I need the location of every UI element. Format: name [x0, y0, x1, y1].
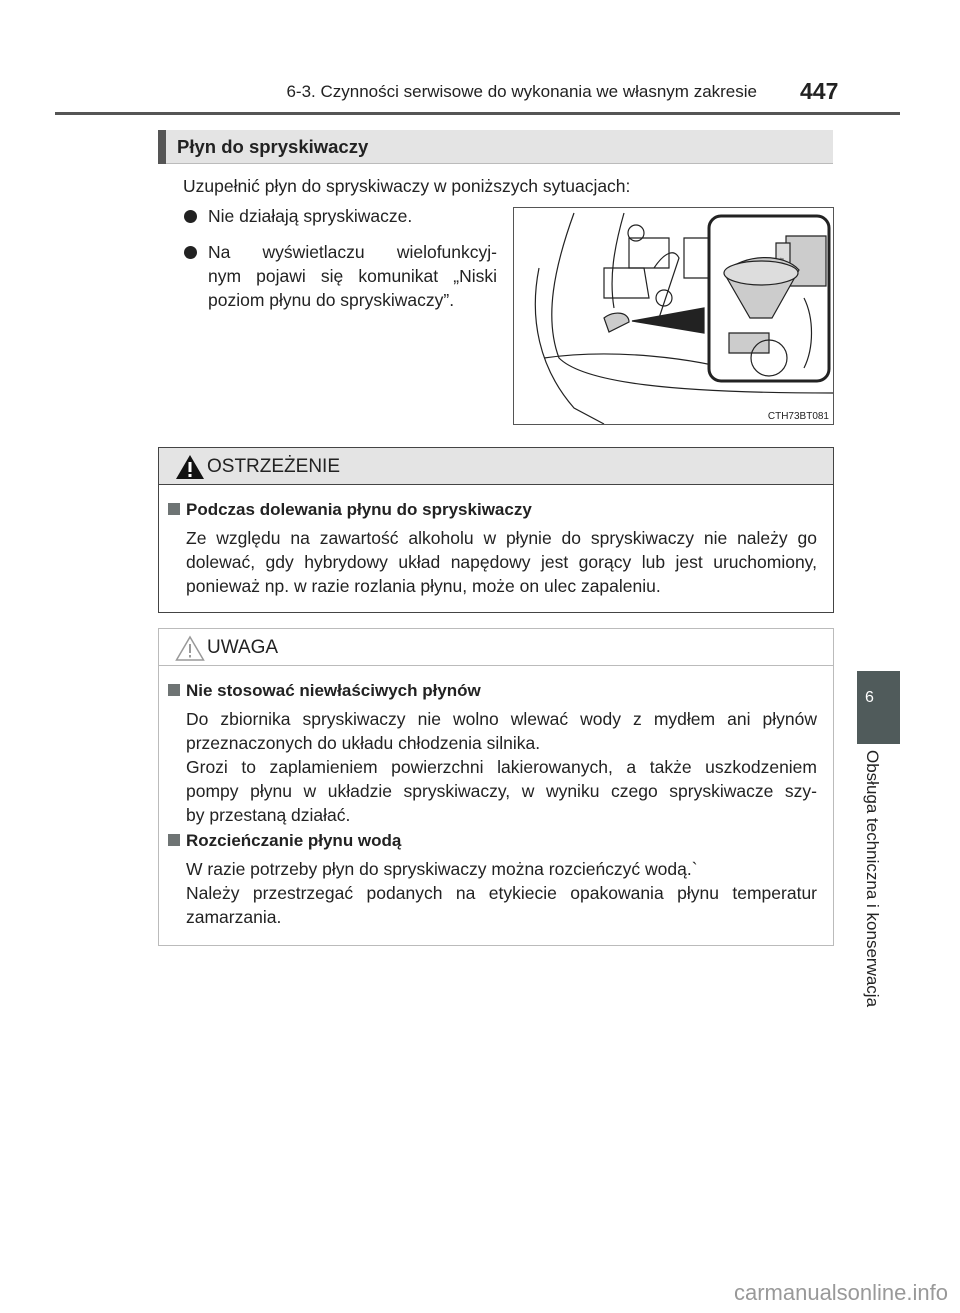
- warning-label: OSTRZEŻENIE: [207, 456, 341, 477]
- chapter-tab[interactable]: [857, 671, 900, 744]
- bullet-text: Na wyświetlaczu wielofunkcyj-: [208, 242, 497, 262]
- warning-line: Ze względu na zawartość alkoholu w płynie do spryskiwaczy nie należy go: [186, 528, 817, 548]
- square-bullet-icon: [168, 503, 180, 515]
- section-title: Płyn do spryskiwaczy: [177, 136, 369, 157]
- bullet-text: nym pojawi się komunikat „Niski: [208, 266, 497, 286]
- bullet-icon: [184, 246, 197, 259]
- chapter-title: 6-3. Czynności serwisowe do wykonania we własnym zakresie: [286, 82, 757, 101]
- notice-line: zamarzania.: [186, 907, 282, 927]
- warning-heading: [168, 500, 532, 520]
- square-bullet-icon: [168, 834, 180, 846]
- notice-label: UWAGA: [207, 637, 279, 658]
- notice-heading-text: Nie stosować niewłaściwych płynów: [186, 681, 481, 700]
- bullet-text: poziom płynu do spryskiwaczy”.: [208, 290, 455, 310]
- section-marker: [158, 130, 166, 164]
- chapter-label: Obsługa techniczna i konserwacja: [863, 750, 882, 1008]
- watermark: carmanualsonline.info: [733, 1280, 948, 1305]
- notice-line: przeznaczonych do układu chłodzenia silnika.: [186, 733, 541, 753]
- notice-line: Należy przestrzegać podanych na etykiecie opakowania płynu temperatur: [186, 883, 817, 903]
- washer-fluid-illustration: [513, 207, 834, 425]
- section-heading: [158, 130, 833, 164]
- notice-line: Do zbiornika spryskiwaczy nie wolno wlewać wody z mydłem ani płynów: [186, 709, 817, 729]
- notice-heading: [168, 681, 481, 701]
- warning-box: [158, 447, 834, 613]
- warning-header: [159, 448, 833, 485]
- square-bullet-icon: [168, 684, 180, 696]
- notice-line: by przestaną działać.: [186, 805, 351, 825]
- caution-icon: [175, 635, 205, 661]
- warning-icon: [175, 454, 205, 480]
- figure-code: CTH73BT081: [767, 411, 829, 422]
- intro-text: Uzupełnić płyn do spryskiwaczy w poniższych sytuacjach:: [183, 176, 631, 196]
- notice-line: W razie potrzeby płyn do spryskiwaczy można rozcieńczyć wodą.`: [186, 859, 698, 879]
- warning-line: ponieważ np. w razie rozlania płynu, może on ulec zapaleniu.: [186, 576, 661, 596]
- notice-line: Grozi to zaplamieniem powierzchni lakierowanych, a także uszkodzeniem: [186, 757, 817, 777]
- header-rule: [55, 112, 900, 115]
- bullet-icon: [184, 210, 197, 223]
- notice-heading: [168, 831, 401, 851]
- warning-line: dolewać, gdy hybrydowy układ napędowy jest gorący lub jest uruchomiony,: [186, 552, 817, 572]
- bullet-text: Nie działają spryskiwacze.: [208, 206, 413, 226]
- warning-heading-text: Podczas dolewania płynu do spryskiwaczy: [186, 500, 532, 519]
- page-number: 447: [800, 78, 839, 104]
- notice-box: [158, 628, 834, 946]
- engine-bay-drawing: [514, 208, 833, 424]
- chapter-number: 6: [865, 689, 874, 706]
- notice-line: pompy płynu w układzie spryskiwaczy, w wyniku czego spryskiwacze szy-: [186, 781, 817, 801]
- notice-header: [159, 629, 833, 666]
- notice-heading-text: Rozcieńczanie płynu wodą: [186, 831, 402, 850]
